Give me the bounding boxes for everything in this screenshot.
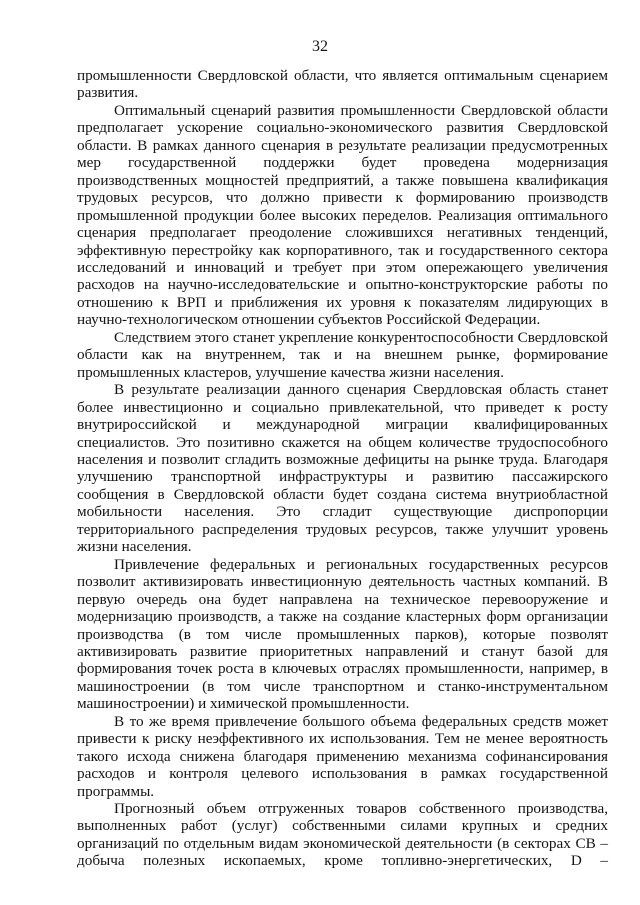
paragraph-1: промышленности Свердловской области, что является оптимальным сценарием развития.: [77, 67, 608, 102]
paragraph-2: Оптимальный сценарий развития промышленности Свердловской области предполагает ускорение социально-экономического развития Свердловской области. В рамках данного сценария в результате реализации предусмотренных мер государственной поддержки будет проведена модернизация производственных мощностей предприятий, а также повышена квалификация трудовых ресурсов, что должно привести к формированию производств промышленной продукции более высоких переделов. Реализация оптимального сценария предполагает преодоление сложившихся негативных тенденций, эффективную перестройку как корпоративного, так и государственного сектора исследований и инноваций и требует при этом опережающего увеличения расходов на научно-исследовательские и опытно-конструкторские работы по отношению к ВРП и приближения их уровня к показателям лидирующих в научно-технологическом отношении субъектов Российской Федерации.: [77, 101, 608, 329]
paragraph-7: Прогнозный объем отгруженных товаров собственного производства, выполненных работ (услуг) собственными силами крупных и средних организаций по отдельным видам экономической деятельности (в секторах СВ – добыча полезных ископаемых, кроме топливно-энергетических, D –: [77, 800, 608, 870]
paragraph-5: Привлечение федеральных и региональных государственных ресурсов позволит активизировать инвестиционную деятельность частных компаний. В первую очередь она будет направлена на техническое перевооружение и модернизацию производств, а также на создание кластерных форм организации производства (в том числе промышленных парков), которые позволят активизировать развитие приоритетных направлений и станут базой для формирования точек роста в ключевых отраслях промышленности, например, в машиностроении (в том числе транспортном и станко-инструментальном машиностроении) и химической промышленности.: [77, 555, 608, 713]
page-number: 32: [312, 38, 328, 55]
paragraph-3: Следствием этого станет укрепление конкурентоспособности Свердловской области как на внутреннем, так и на внешнем рынке, формирование промышленных кластеров, улучшение качества жизни населения.: [77, 328, 608, 381]
paragraph-6: В то же время привлечение большого объема федеральных средств может привести к риску неэффективного их использования. Тем не менее вероятность такого исхода снижена благодаря применению механизма софинансирования расходов и контроля целевого использования в рамках государственной программы.: [77, 712, 608, 800]
paragraph-4: В результате реализации данного сценария Свердловская область станет более инвестиционно и социально привлекательной, что приведет к росту внутрироссийской и международной миграции квалифицированных специалистов. Это позитивно скажется на общем количестве трудоспособного населения и позволит сгладить возможные дефициты на рынке труда. Благодаря улучшению транспортной инфраструктуры и развитию пассажирского сообщения в Свердловской области будет создана система внутриобластной мобильности населения. Это сгладит существующие диспропорции территориального распределения трудовых ресурсов, также улучшит уровень жизни населения.: [77, 381, 608, 556]
document-body: [77, 67, 608, 870]
